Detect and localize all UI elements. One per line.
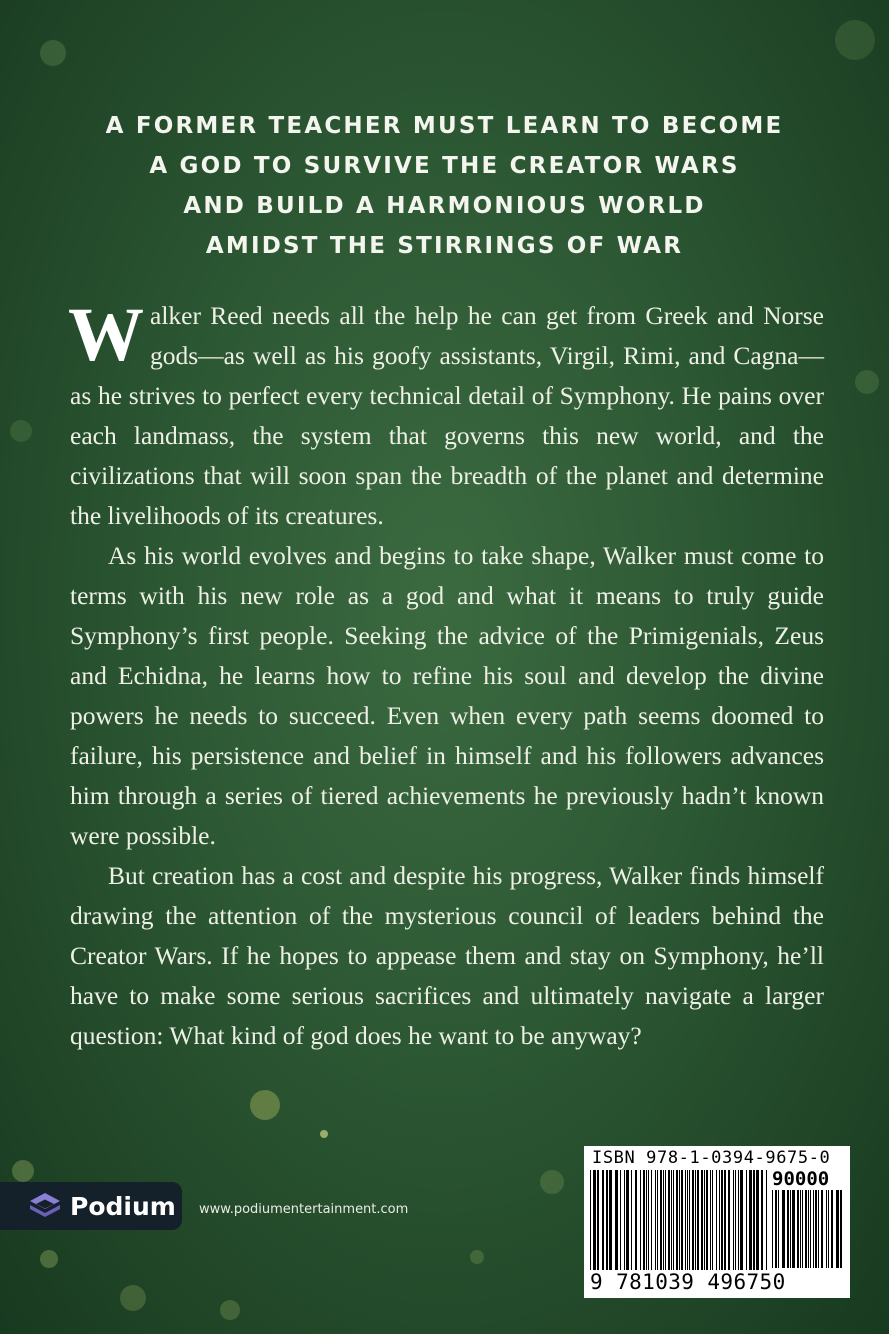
bokeh-light [250,1090,280,1120]
barcode-bar [840,1190,842,1268]
barcode-bar [671,1170,672,1270]
barcode-bar [710,1170,711,1270]
barcode-bar [681,1170,683,1270]
tagline-line: AND BUILD A HARMONIOUS WORLD [183,193,706,219]
barcode-bar [651,1170,652,1270]
barcode-bar [668,1170,670,1270]
barcode-bar [813,1190,814,1268]
bokeh-light [855,370,879,394]
bokeh-light [540,1170,564,1194]
barcode-bar [689,1170,690,1270]
barcode-bar [836,1190,839,1268]
barcode-bar [673,1170,674,1270]
barcode-bar [597,1170,599,1270]
barcode-bar [826,1190,827,1268]
barcode-bar [685,1170,686,1270]
barcode-bar [805,1190,807,1268]
barcode-bar [657,1170,658,1270]
barcode-bar [766,1170,767,1270]
barcode-bar [643,1170,645,1270]
barcode-bar [719,1170,720,1270]
barcode-bar [648,1170,649,1270]
book-description [68,293,824,1056]
description-paragraph [68,293,824,536]
barcode-bar [721,1170,723,1270]
publisher-website: www.podiumentertainment.com [199,1202,409,1217]
barcode-bar [615,1170,618,1270]
barcode-bar [697,1170,699,1270]
barcode-bar [802,1190,803,1268]
bokeh-light [470,1250,484,1264]
barcode-bar [782,1190,785,1268]
barcode-bar [753,1170,755,1270]
barcode-bar [626,1170,629,1270]
barcode-bar [631,1170,632,1270]
barcode-bar [665,1170,666,1270]
bokeh-light [835,20,875,60]
barcode-bar [787,1190,789,1268]
barcode-bar [735,1170,736,1270]
barcode-bar [695,1170,696,1270]
price-code: 90000 [772,1168,830,1190]
barcode-bar [606,1170,608,1270]
ean-bars [590,1170,768,1274]
barcode-bar [808,1190,809,1268]
bokeh-light [120,1285,146,1311]
isbn-barcode [584,1146,850,1298]
publisher-name: Podium [70,1191,176,1221]
tagline-line: AMIDST THE STIRRINGS OF WAR [205,233,684,259]
paragraph-text: alker Reed needs all the help he can get from Greek and Norse gods—as well as his goofy assistants, Virgil, Rimi, and Cagna—as he strives to perfect every technical detail of Symphony. He pains over each landmass, the system that governs this new world, and the civilizations that will soon span the breadth of the planet and determine the livelihoods of its creatures. [70,301,824,530]
description-paragraph: As his world evolves and begins to take shape, Walker must come to terms with his new role as a god and what it means to truly guide Symphony’s first people. Seeking the advice of the Primigenials, Zeus and Echidna, he learns how to refine his soul and develop the divine powers he needs to succeed. Even when every path seems doomed to failure, his persistence and belief in himself and his followers advances him through a series of tiered achievements he previously hadn’t known were possible. [70,541,824,850]
barcode-bar [640,1170,641,1270]
bokeh-light [12,1160,34,1182]
barcode-bar [660,1170,662,1270]
tagline-line: A GOD TO SURVIVE THE CREATOR WARS [149,153,740,179]
bokeh-light [40,1250,58,1268]
barcode-bar [749,1170,752,1270]
barcode-bar [728,1170,730,1270]
publisher-badge [0,1182,182,1230]
podium-logo-icon [26,1191,64,1221]
description-paragraph: But creation has a cost and despite his progress, Walker finds himself drawing the attention of the mysterious council of leaders behind the Creator Wars. If he hopes to appease them and stay on Symphony, he’ll have to make some serious sacrifices and ultimately navigate a larger question: What kind of god does he want to be anyway? [70,861,824,1050]
barcode-bar [800,1190,801,1268]
tagline-line: A FORMER TEACHER MUST LEARN TO BECOME [105,113,784,139]
bokeh-light [220,1300,240,1320]
barcode-bar [746,1170,747,1270]
barcode-bar [724,1170,726,1270]
isbn-label: ISBN 978-1-0394-9675-0 [592,1148,831,1168]
barcode-bar [663,1170,664,1270]
barcode-bar [624,1170,625,1270]
ean-digits: 9 781039 496750 [590,1270,786,1294]
barcode-bar [790,1190,791,1268]
barcode-bar [772,1190,773,1268]
barcode-bar [590,1170,591,1274]
addon-bars [772,1190,842,1270]
barcode-bar [778,1190,779,1268]
bokeh-light [320,1130,328,1138]
barcode-bar [706,1170,708,1270]
barcode-bar [775,1190,777,1268]
barcode-bar [701,1170,703,1270]
barcode-bar [821,1190,823,1268]
bokeh-light [40,40,66,66]
barcode-bar [609,1170,612,1270]
barcode-bar [712,1170,713,1270]
barcode-bar [716,1170,717,1270]
barcode-bar [792,1190,795,1268]
barcode-bar [815,1190,817,1268]
drop-cap: W [68,293,144,377]
barcode-bar [602,1170,604,1270]
barcode-bar [756,1170,759,1270]
barcode-bar [704,1170,705,1270]
barcode-bar [679,1170,680,1270]
barcode-bar [733,1170,734,1270]
bokeh-light [10,420,32,442]
barcode-bar [738,1170,739,1270]
barcode-bar [655,1170,656,1270]
barcode-bar [620,1170,621,1270]
barcode-bar [646,1170,647,1270]
barcode-bar [692,1170,694,1270]
barcode-bar [761,1170,763,1270]
barcode-bar [687,1170,688,1270]
barcode-bar [635,1170,637,1270]
barcode-bar [797,1190,799,1268]
barcode-bar [810,1190,811,1268]
barcode-bar [831,1190,833,1268]
tagline [0,106,889,266]
barcode-bar [676,1170,678,1270]
barcode-bar [740,1170,743,1270]
barcode-bar [818,1190,819,1268]
barcode-bar [593,1170,596,1274]
barcode-bar [828,1190,829,1268]
